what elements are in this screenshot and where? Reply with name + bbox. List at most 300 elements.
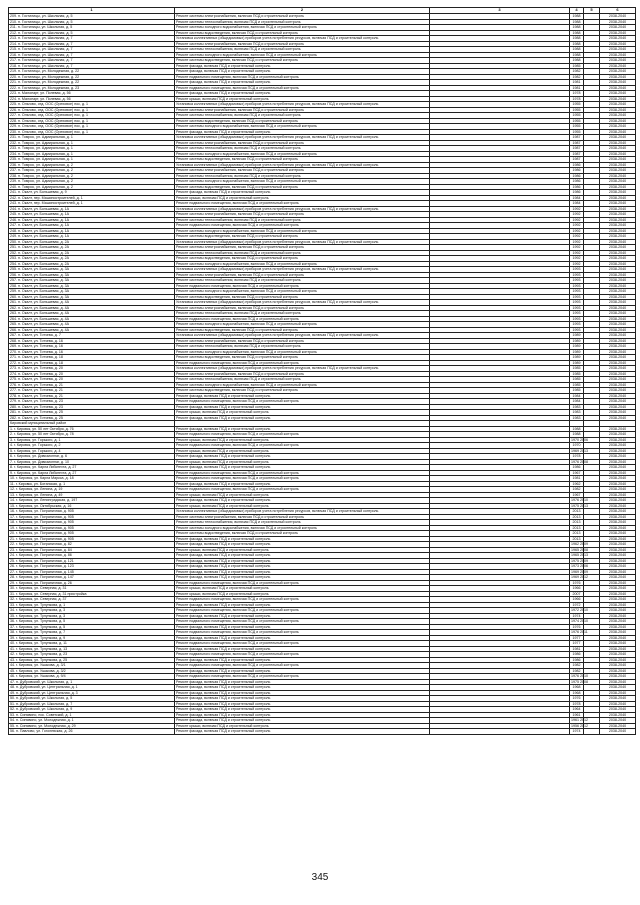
work-type-cell: Ремонт фасада, включая ПСД и строительный контроль <box>175 80 430 86</box>
year-built-cell: 1992 <box>570 206 584 212</box>
work-type-cell: Ремонт подвального помещения, включая ПСД и строительный контроль <box>175 630 430 636</box>
work-type-cell: Ремонт подвального помещения, включая ПСД и строительный контроль <box>175 74 430 80</box>
address-cell: 52. п. Дубровский, ул. Школьная, д. 9 <box>9 707 175 713</box>
address-cell: 276. п. Окалт, ул. Тотчева, д. 21 <box>9 382 175 388</box>
address-cell: 40. г. Кировск, ул. Тулункова, д. 11 <box>9 641 175 647</box>
address-cell: 216. п. Гостилицы, ул. Школьная, д. 7 <box>9 52 175 58</box>
year-built-cell: 1966 <box>570 586 584 592</box>
year-built-cell: 1974 2010 <box>571 619 588 624</box>
work-type-cell: Ремонт фасада, включая ПСД и строительный контроль <box>175 69 430 75</box>
address-cell: 24. г. Кировск, ул. Пограничная, д. 86 <box>9 553 175 559</box>
address-cell: 34. г. Кировск, ул. Тулункова, д. 3 <box>9 608 175 614</box>
work-type-cell: Установка коллективных (общедомовых) приборов учета потребления ресурсов, включая ПСД и строительный контроль <box>175 135 430 141</box>
repair-period-cell: 2038-2040 <box>600 690 636 696</box>
year-built-cell: 1969 2009 <box>571 569 588 574</box>
repair-period-cell: 2038-2040 <box>600 580 636 586</box>
address-cell: 37. г. Кировск, ул. Тулункова, д. 5 <box>9 624 175 630</box>
year-built-cell: 1989 <box>570 355 584 361</box>
address-cell: 27. г. Кировск, ул. Пограничная, д. 145 <box>9 569 175 575</box>
address-cell: 231. п. Томрос, ул. Адмиральная, д. 1 <box>9 135 175 141</box>
address-cell: 1. г. Кировск, ул. 50 лет Октября, д. 76 <box>9 426 175 432</box>
work-type-cell: Установка коллективных (общедомовых) приборов учета потребления ресурсов, включая ПСД и строительный контроль <box>175 300 430 306</box>
work-type-cell: Ремонт крыши, включая ПСД и строительный контроль <box>175 492 430 498</box>
repair-period-cell: 2038-2040 <box>600 509 636 515</box>
repair-period-cell: 2038-2040 <box>600 437 636 443</box>
address-cell: 5. г. Кировск, ул. Горького, д. 4 <box>9 448 175 454</box>
address-cell: 255. п. Окалт, ул. Большевая, д. 3А <box>9 267 175 273</box>
address-cell: 226. п. Ольгово, отд. ООС (Ореховое) пос, д. 1 <box>9 107 175 113</box>
year-built-cell: 1993 <box>570 322 584 328</box>
year-built-cell: 1970 2006 <box>571 437 588 442</box>
address-cell: 28. г. Кировск, ул. Пограничная, д. 147 <box>9 575 175 581</box>
address-cell: 234. п. Томрос, ул. Адмиральная, д. 1 <box>9 151 175 157</box>
address-cell: 56. п. Павлово, ул. Гоголевская, д. 26 <box>9 729 175 735</box>
repair-period-cell: 2038-2040 <box>600 47 636 53</box>
work-type-cell: Ремонт фасада, включая ПСД и строительный контроль <box>175 454 430 460</box>
year-built-cell: 1988 <box>570 52 584 58</box>
repair-period-cell: 2038-2040 <box>600 619 636 625</box>
repair-period-cell: 2038-2040 <box>600 454 636 460</box>
repair-period-cell: 2038-2040 <box>600 300 636 306</box>
year-built-cell: 1972 <box>570 602 584 608</box>
work-type-cell: Ремонт системы теплоснабжения, включая ПСД и строительный контроль <box>175 19 430 25</box>
work-type-cell: Ремонт фасада, включая ПСД и строительный контроль <box>175 575 430 581</box>
repair-period-cell: 2038-2040 <box>600 564 636 570</box>
repair-period-cell: 2038-2040 <box>600 52 636 58</box>
year-built-cell: 1981 <box>570 646 584 652</box>
repair-period-cell: 2038-2040 <box>600 366 636 372</box>
work-type-cell: Ремонт системы водоотведения, включая ПСД и строительный контроль <box>175 355 430 361</box>
empty-cell <box>430 729 570 735</box>
repair-period-cell: 2038-2040 <box>600 173 636 179</box>
table-row <box>9 729 636 735</box>
work-type-cell: Ремонт системы водоотведения, включая ПСД и строительный контроль <box>175 388 430 394</box>
year-built-cell: 1986 <box>570 190 584 196</box>
year-built-cell: 1988 <box>570 47 584 53</box>
address-cell: 45. г. Кировск, ул. Ушакова, д. 3/2 <box>9 668 175 674</box>
year-built-cell: 2007 <box>570 591 584 597</box>
address-cell: 265. п. Окалт, ул. Большевая, д. 4А <box>9 322 175 328</box>
year-built-cell: 1983 <box>570 404 584 410</box>
repair-period-cell: 2038-2040 <box>600 201 636 207</box>
address-cell: 38. г. Кировск, ул. Тулункова, д. 7 <box>9 630 175 636</box>
year-built-cell: 1987 <box>570 135 584 141</box>
year-built-cell: 1986 <box>570 173 584 179</box>
repair-period-cell: 2038-2040 <box>600 179 636 185</box>
year-built-cell: 1965 2013 <box>571 553 588 558</box>
address-cell: 242. п. Окалт, пер. Машиностроителей, д. 1 <box>9 195 175 201</box>
work-type-cell: Ремонт системы теплоснабжения, включая ПСД и строительный контроль <box>175 344 430 350</box>
work-type-cell: Ремонт системы водоотведения, включая ПСД и строительный контроль <box>175 294 430 300</box>
year-built-cell: 2013 <box>570 525 584 531</box>
work-type-cell: Ремонт системы водоотведения, включая ПСД и строительный контроль <box>175 118 430 124</box>
year-built-cell: 1989 <box>570 349 584 355</box>
repair-period-cell: 2038-2040 <box>600 531 636 537</box>
address-cell: 249. п. Окалт, ул. Большевая, д. 1А <box>9 234 175 240</box>
work-type-cell: Ремонт системы водоотведения, включая ПСД и строительный контроль <box>175 184 430 190</box>
year-built-cell: 1988 <box>570 36 584 42</box>
repair-period-cell: 2038-2040 <box>600 184 636 190</box>
work-type-cell: Ремонт системы холодного водоснабжения, включая ПСД и строительный контроль <box>175 289 430 295</box>
repair-period-cell: 2038-2040 <box>600 118 636 124</box>
address-cell: 241. п. Окалт, ул. Большевая, д. 9 <box>9 190 175 196</box>
work-type-cell: Ремонт крыши, включая ПСД и строительный контроль <box>175 448 430 454</box>
repair-period-cell: 2038-2040 <box>600 267 636 273</box>
repair-period-cell: 2038-2040 <box>600 586 636 592</box>
repair-period-cell: 2038-2040 <box>600 278 636 284</box>
work-type-cell: Ремонт фасада, включая ПСД и строительный контроль <box>175 696 430 702</box>
repair-period-cell: 2038-2040 <box>600 729 636 735</box>
work-type-cell: Ремонт системы холодного водоснабжения, включая ПСД и строительный контроль <box>175 261 430 267</box>
address-cell: 264. п. Окалт, ул. Большевая, д. 4А <box>9 316 175 322</box>
address-cell: 270. п. Окалт, ул. Тотчева, д. 16 <box>9 349 175 355</box>
work-type-cell: Ремонт фасада, включая ПСД и строительный контроль <box>175 729 430 735</box>
address-cell: 235. п. Томрос, ул. Адмиральная, д. 1 <box>9 157 175 163</box>
address-cell: 227. п. Ольгово, отд. ООС (Ореховое) пос, д. 1 <box>9 113 175 119</box>
year-built-cell: 1975 2009 <box>571 558 588 563</box>
work-type-cell: Установка коллективных (общедомовых) приборов учета потребления ресурсов, включая ПСД и строительный контроль <box>175 206 430 212</box>
address-cell: 15. г. Кировск, ул. Октябрьская, д. 16 <box>9 503 175 509</box>
repair-period-cell: 2038-2040 <box>600 630 636 636</box>
work-type-cell: Ремонт фасада, включая ПСД и строительный контроль <box>175 646 430 652</box>
year-built-cell: 2013 <box>570 509 584 515</box>
repair-period-cell: 2038-2040 <box>600 536 636 542</box>
repair-period-cell: 2038-2040 <box>600 129 636 135</box>
repair-period-cell: 2038-2040 <box>600 91 636 97</box>
work-type-cell: Ремонт фасада, включая ПСД и строительный контроль <box>175 190 430 196</box>
year-built-cell: 1986 <box>570 179 584 185</box>
year-built-cell: 2013 <box>570 531 584 537</box>
year-built-cell: 1964 <box>570 707 584 713</box>
year-built-cell: 1970 <box>570 443 584 449</box>
address-cell: 13. г. Кировск, ул. Ленина, д. 49 <box>9 492 175 498</box>
address-cell: 215. п. Гостилицы, ул. Школьная, д. 7 <box>9 47 175 53</box>
column-header: 1 <box>9 8 175 14</box>
work-type-cell: Ремонт фасада, включая ПСД и строительный контроль <box>175 481 430 487</box>
year-built-cell: 1955 <box>570 102 584 108</box>
year-built-cell: 1992 <box>570 223 584 229</box>
year-built-cell: 1982 <box>570 74 584 80</box>
year-built-cell: 1993 <box>570 327 584 333</box>
repair-period-cell: 2038-2040 <box>600 641 636 647</box>
work-type-cell: Ремонт подвального помещения, включая ПСД и строительный контроль <box>175 432 430 438</box>
work-type-cell: Ремонт системы теплоснабжения, включая ПСД и строительный контроль <box>175 278 430 284</box>
address-cell: 263. п. Окалт, ул. Большевая, д. 4А <box>9 311 175 317</box>
work-type-cell: Ремонт системы холодного водоснабжения, включая ПСД и строительный контроль <box>175 25 430 31</box>
year-built-cell: 1961 <box>570 712 584 718</box>
address-cell: 41. г. Кировск, ул. Тулункова, д. 13 <box>9 646 175 652</box>
address-cell: 14. г. Кировск, ул. Ленинградская, д. 197 <box>9 498 175 504</box>
empty-cell <box>584 729 600 735</box>
repair-period-cell: 2038-2040 <box>600 344 636 350</box>
year-built-cell: 1985 <box>570 371 584 377</box>
address-cell: 30. г. Кировск, ул. Северная, д. 31 <box>9 586 175 592</box>
year-built-cell: 1977 <box>570 641 584 647</box>
work-type-cell: Ремонт подвального помещения, включая ПСД и строительный контроль <box>175 470 430 476</box>
work-type-cell: Ремонт системы холодного водоснабжения, включая ПСД и строительный контроль <box>175 382 430 388</box>
address-cell: 26. г. Кировск, ул. Пограничная, д. 123 <box>9 564 175 570</box>
address-cell: 230. п. Ольгово, отд. ООС (Ореховое) пос, д. 1 <box>9 129 175 135</box>
repair-period-cell: 2038-2040 <box>600 613 636 619</box>
address-cell: 2. г. Кировск, ул. 50 лет Октября, д. 78 <box>9 432 175 438</box>
year-built-cell: 1962 2009 <box>571 542 588 547</box>
address-cell: 259. п. Окалт, ул. Большевая, д. 3А <box>9 289 175 295</box>
year-built-cell: 1989 <box>570 333 584 339</box>
repair-period-cell: 2038-2040 <box>600 305 636 311</box>
work-type-cell: Ремонт системы водоотведения, включая ПСД и строительный контроль <box>175 157 430 163</box>
year-built-cell: 1984 <box>570 195 584 201</box>
work-type-cell: Ремонт фасада, включая ПСД и строительный контроль <box>175 690 430 696</box>
repair-period-cell: 2038-2040 <box>600 349 636 355</box>
work-type-cell: Ремонт фасада, включая ПСД и строительный контроль <box>175 63 430 69</box>
repair-period-cell: 2038-2040 <box>600 19 636 25</box>
address-cell: 36. г. Кировск, ул. Тулункова, д. 5 <box>9 619 175 625</box>
address-cell: 44. г. Кировск, ул. Ушакова, д. 3/1 <box>9 663 175 669</box>
address-cell: 20. г. Кировск, ул. Пограничная, д. 905 <box>9 531 175 537</box>
address-cell: 267. п. Окалт, ул. Тотчева, д. 7 <box>9 333 175 339</box>
work-type-cell: Ремонт системы теплоснабжения, включая ПСД и строительный контроль <box>175 113 430 119</box>
address-cell: 222. п. Гостилицы, ул. Молодежная, д. 23 <box>9 85 175 91</box>
repair-period-cell: 2038-2040 <box>600 514 636 520</box>
address-cell: 25. г. Кировск, ул. Пограничная, д. 121 <box>9 558 175 564</box>
work-type-cell: Ремонт системы холодного водоснабжения, включая ПСД и строительный контроль <box>175 52 430 58</box>
repair-period-cell: 2038-2040 <box>600 569 636 575</box>
year-built-cell: 1955 <box>570 124 584 130</box>
repair-period-cell: 2038-2040 <box>600 58 636 64</box>
repair-period-cell: 2038-2040 <box>600 399 636 405</box>
address-cell: 258. п. Окалт, ул. Большевая, д. 3А <box>9 283 175 289</box>
work-type-cell: Ремонт крыши, включая ПСД и строительный контроль <box>175 591 430 597</box>
address-cell: 8. г. Кировск, ул. Карла Либкнехта, д. 27 <box>9 465 175 471</box>
address-cell: 274. п. Окалт, ул. Тотчева, д. 20 <box>9 371 175 377</box>
table-body-district-2 <box>9 426 636 734</box>
work-type-cell: Ремонт фасада, включая ПСД и строительный контроль <box>175 91 430 97</box>
repair-period-cell: 2038-2040 <box>600 294 636 300</box>
repair-period-cell: 2038-2040 <box>600 283 636 289</box>
year-built-cell: 1976 2011 <box>571 630 588 635</box>
address-cell: 256. п. Окалт, ул. Большевая, д. 3А <box>9 272 175 278</box>
repair-period-cell: 2038-2040 <box>600 371 636 377</box>
year-built-cell: 1966 <box>570 597 584 603</box>
year-built-cell: 1955 <box>570 118 584 124</box>
year-built-cell: 1984 <box>570 201 584 207</box>
repair-period-cell: 2038-2040 <box>600 217 636 223</box>
work-type-cell: Ремонт фасада, включая ПСД и строительный контроль <box>175 404 430 410</box>
address-cell: 54. п. Синявино, ул. Молодежная, д. 1 <box>9 718 175 724</box>
address-cell: 210. п. Гостилицы, ул. Школьная, д. 5 <box>9 19 175 25</box>
address-cell: 254. п. Окалт, ул. Большевая, д. 2А <box>9 261 175 267</box>
repair-period-cell: 2038-2040 <box>600 25 636 31</box>
address-cell: 232. п. Томрос, ул. Адмиральная, д. 1 <box>9 140 175 146</box>
address-cell: 32. г. Кировск, ул. Северная, д. 37 <box>9 597 175 603</box>
repair-period-cell: 2038-2040 <box>600 333 636 339</box>
work-type-cell: Ремонт фасада, включая ПСД и строительный контроль <box>175 569 430 575</box>
year-built-cell: 1987 <box>570 157 584 163</box>
repair-period-cell: 2038-2040 <box>600 102 636 108</box>
address-cell: 246. п. Окалт, ул. Большевая, д. 1А <box>9 217 175 223</box>
work-type-cell: Ремонт фасада, включая ПСД и строительный контроль <box>175 393 430 399</box>
work-type-cell: Ремонт системы холодного водоснабжения, включая ПСД и строительный контроль <box>175 179 430 185</box>
year-built-cell: 1993 <box>570 283 584 289</box>
repair-period-cell: 2038-2040 <box>600 239 636 245</box>
year-built-cell: 1992 <box>570 261 584 267</box>
work-type-cell: Ремонт крыши, включая ПСД и строительный контроль <box>175 195 430 201</box>
repair-period-cell: 2038-2040 <box>600 140 636 146</box>
year-built-cell: 1993 <box>570 316 584 322</box>
year-built-cell: 1989 <box>570 344 584 350</box>
address-cell: 251. п. Окалт, ул. Большевая, д. 2А <box>9 245 175 251</box>
year-built-cell: 1956 2012 <box>571 723 588 728</box>
work-type-cell: Ремонт фасада, включая ПСД и строительный контроль <box>175 553 430 559</box>
year-built-cell: 1993 <box>570 294 584 300</box>
work-type-cell: Ремонт подвального помещения, включая ПСД и строительный контроль <box>175 223 430 229</box>
year-built-cell: 1982 <box>570 663 584 669</box>
repair-period-cell: 2038-2040 <box>600 635 636 641</box>
year-built-cell: 1978 <box>570 91 584 97</box>
repair-period-cell: 2038-2040 <box>600 382 636 388</box>
work-type-cell: Ремонт системы теплоснабжения, включая ПСД и строительный контроль <box>175 250 430 256</box>
work-type-cell: Ремонт фасада, включая ПСД и строительный контроль <box>175 701 430 707</box>
work-type-cell: Установка коллективных (общедомовых) приборов учета потребления ресурсов, включая ПСД и строительный контроль <box>175 102 430 108</box>
work-type-cell: Ремонт системы электроснабжения, включая ПСД и строительный контроль <box>175 245 430 251</box>
work-type-cell: Ремонт системы водоотведения, включая ПСД и строительный контроль <box>175 531 430 537</box>
year-built-cell: 1973 2006 <box>571 564 588 569</box>
work-type-cell: Ремонт системы холодного водоснабжения, включая ПСД и строительный контроль <box>175 124 430 130</box>
address-cell: 268. п. Окалт, ул. Тотчева, д. 16 <box>9 338 175 344</box>
work-type-cell: Ремонт фасада, включая ПСД и строительный контроль <box>175 707 430 713</box>
work-type-cell: Ремонт подвального помещения, включая ПСД и строительный контроль <box>175 641 430 647</box>
year-built-cell: 1992 <box>570 217 584 223</box>
address-cell: 247. п. Окалт, ул. Большевая, д. 1А <box>9 223 175 229</box>
work-type-cell: Ремонт фасада, включая ПСД и строительный контроль <box>175 465 430 471</box>
repair-period-cell: 2038-2040 <box>600 360 636 366</box>
work-type-cell: Ремонт системы электроснабжения, включая ПСД и строительный контроль <box>175 14 430 20</box>
repair-period-cell: 2038-2040 <box>600 707 636 713</box>
work-type-cell: Ремонт системы электроснабжения, включая ПСД и строительный контроль <box>175 338 430 344</box>
address-cell: 39. г. Кировск, ул. Тулункова, д. 9 <box>9 635 175 641</box>
work-type-cell: Ремонт системы теплоснабжения, включая ПСД и строительный контроль <box>175 377 430 383</box>
repair-period-cell: 2038-2040 <box>600 311 636 317</box>
address-cell: 223. п. Малоеарт, ул. Полевая, д. 56 <box>9 91 175 97</box>
address-cell: 7. г. Кировск, ул. Дивизионнаг, д. 10 <box>9 459 175 465</box>
year-built-cell: 1968 <box>570 685 584 691</box>
work-type-cell: Ремонт системы электроснабжения, включая ПСД и строительный контроль <box>175 305 430 311</box>
address-cell: 269. п. Окалт, ул. Тотчева, д. 16 <box>9 344 175 350</box>
repair-period-cell: 2038-2040 <box>600 36 636 42</box>
work-type-cell: Ремонт крыши, включая ПСД и строительный контроль <box>175 547 430 553</box>
address-cell: 35. г. Кировск, ул. Тулункова, д. 3 <box>9 613 175 619</box>
repair-period-cell: 2038-2040 <box>600 30 636 36</box>
address-cell: 244. п. Окалт, ул. Большевая, д. 1А <box>9 206 175 212</box>
work-type-cell: Ремонт системы холодного водоснабжения, включая ПСД и строительный контроль <box>175 349 430 355</box>
year-built-cell: 1988 <box>570 41 584 47</box>
address-cell: 51. п. Дубровский, ул. Школьная, д. 7 <box>9 701 175 707</box>
work-type-cell: Ремонт системы электроснабжения, включая ПСД и строительный контроль <box>175 212 430 218</box>
address-cell: 253. п. Окалт, ул. Большевая, д. 2А <box>9 256 175 262</box>
work-type-cell: Ремонт фасада, включая ПСД и строительный контроль <box>175 536 430 542</box>
repair-period-cell: 2038-2040 <box>600 415 636 421</box>
repair-period-cell: 2038-2040 <box>600 498 636 504</box>
address-cell: 280. п. Окалт, ул. Тотчева, д. 23 <box>9 404 175 410</box>
work-type-cell: Ремонт подвального помещения, включая ПСД и строительный контроль <box>175 316 430 322</box>
address-cell: 260. п. Окалт, ул. Большевая, д. 3А <box>9 294 175 300</box>
work-type-cell: Ремонт подвального помещения, включая ПСД и строительный контроль <box>175 487 430 493</box>
address-cell: 248. п. Окалт, ул. Большевая, д. 1А <box>9 228 175 234</box>
repair-period-cell: 2038-2040 <box>600 701 636 707</box>
address-cell: 282. п. Окалт, ул. Тотчева, д. 25 <box>9 415 175 421</box>
repair-period-cell: 2038-2040 <box>600 69 636 75</box>
repair-period-cell: 2038-2040 <box>600 355 636 361</box>
address-cell: 261. п. Окалт, ул. Большевая, д. 4А <box>9 300 175 306</box>
repair-period-cell: 2038-2040 <box>600 162 636 168</box>
address-cell: 55. п. Синявино, ул. Молодежная, д. 29 <box>9 723 175 729</box>
work-type-cell: Ремонт системы водоотведения, включая ПСД и строительный контроль <box>175 30 430 36</box>
repair-period-cell: 2038-2040 <box>600 558 636 564</box>
year-built-cell: 1961 2012 <box>571 718 588 723</box>
address-cell: 22. г. Кировск, ул. Пограничная, д. 82 <box>9 542 175 548</box>
work-type-cell: Ремонт крыши, включая ПСД и строительный контроль <box>175 410 430 416</box>
repair-period-cell: 2038-2040 <box>600 668 636 674</box>
repair-period-cell: 2038-2040 <box>600 256 636 262</box>
repair-period-cell: 2038-2040 <box>600 542 636 548</box>
address-cell: 278. п. Окалт, ул. Тотчева, д. 21 <box>9 393 175 399</box>
table-body-district-1 <box>9 14 636 421</box>
year-built-cell: 1986 <box>570 657 584 663</box>
address-cell: 266. п. Окалт, ул. Большевая, д. 4А <box>9 327 175 333</box>
address-cell: 238. п. Томрос, ул. Адмиральная, д. 2 <box>9 173 175 179</box>
work-type-cell: Ремонт системы водоотведения, включая ПСД и строительный контроль <box>175 58 430 64</box>
work-type-cell: Ремонт фасада, включая ПСД и строительный контроль <box>175 679 430 685</box>
work-type-cell: Ремонт фасада, включая ПСД и строительный контроль <box>175 635 430 641</box>
address-cell: 221. п. Гостилицы, ул. Молодежная, д. 22 <box>9 80 175 86</box>
address-cell: 271. п. Окалт, ул. Тотчева, д. 18 <box>9 355 175 361</box>
repair-period-cell: 2038-2040 <box>600 459 636 465</box>
address-cell: 11. г. Кировск, ул. Ботанская, д. 1 <box>9 481 175 487</box>
work-type-cell: Ремонт фасада, включая ПСД и строительный контроль <box>175 668 430 674</box>
year-built-cell: 1976 <box>570 696 584 702</box>
work-type-cell: Ремонт подвального помещения, включая ПСД и строительный контроль <box>175 85 430 91</box>
year-built-cell: 2013 <box>570 520 584 526</box>
repair-period-cell: 2038-2040 <box>600 228 636 234</box>
year-built-cell: 1967 <box>570 470 584 476</box>
repair-period-cell: 2038-2040 <box>600 547 636 553</box>
work-type-cell: Ремонт фасада, включая ПСД и строительный контроль <box>175 542 430 548</box>
year-built-cell: 1969 2012 <box>571 575 588 580</box>
year-built-cell: 1955 <box>570 129 584 135</box>
repair-period-cell: 2038-2040 <box>600 624 636 630</box>
work-type-cell: Ремонт системы электроснабжения, включая ПСД и строительный контроль <box>175 371 430 377</box>
address-cell: 49. п. Дубровский, ул. Центральная, д. 3 <box>9 690 175 696</box>
work-type-cell: Ремонт фасада, включая ПСД и строительный контроль <box>175 624 430 630</box>
repair-period-cell: 2038-2040 <box>600 289 636 295</box>
year-built-cell: 1985 <box>570 388 584 394</box>
work-type-cell: Ремонт системы теплоснабжения, включая ПСД и строительный контроль <box>175 173 430 179</box>
work-type-cell: Ремонт фасада, включая ПСД и строительный контроль <box>175 685 430 691</box>
repair-period-cell: 2038-2040 <box>600 85 636 91</box>
year-built-cell: 1978 <box>570 701 584 707</box>
work-type-cell: Ремонт системы водоотведения, включая ПСД и строительный контроль <box>175 256 430 262</box>
repair-period-cell: 2038-2040 <box>600 646 636 652</box>
repair-period-cell: 2038-2040 <box>600 718 636 724</box>
repair-period-cell: 2038-2040 <box>600 696 636 702</box>
work-type-cell: Ремонт системы теплоснабжения, включая ПСД и строительный контроль <box>175 217 430 223</box>
work-type-cell: Ремонт фасада, включая ПСД и строительный контроль <box>175 415 430 421</box>
work-type-cell: Установка коллективных (общедомовых) приборов учета потребления ресурсов, включая ПСД и строительный контроль <box>175 267 430 273</box>
address-cell: 218. п. Гостилицы, ул. Школьная, д. 7 <box>9 63 175 69</box>
year-built-cell: 1975 2013 <box>571 503 588 508</box>
repair-period-cell: 2038-2040 <box>600 575 636 581</box>
work-type-cell: Установка коллективных (общедомовых) приборов учета потребления ресурсов, включая ПСД и строительный контроль <box>175 162 430 168</box>
